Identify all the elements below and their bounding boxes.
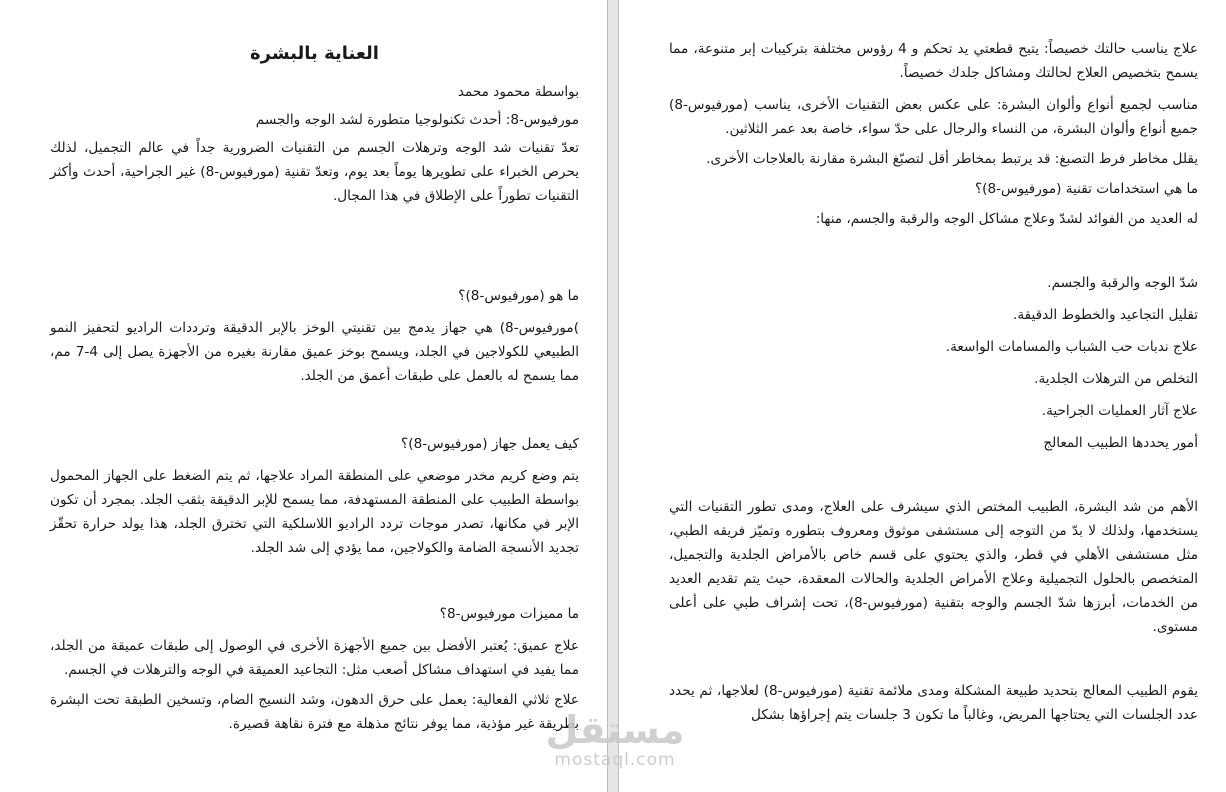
intro-paragraph: تعدّ تقنيات شد الوجه وترهلات الجسم من التقنيات الضرورية جداً في عالم التجميل، لذلك يحرص الخبراء على تطويرها يوماً بعد يوم، وتعدّ تقنية (مورفيوس-8) غير الجراحية، أحدث وأكثر التقنيات تطوراً على الإطلاق في هذا المجال. — [50, 140, 579, 204]
author-line: بواسطة محمود محمد — [457, 84, 579, 100]
page-gutter — [608, 0, 618, 792]
heading-uses: ما هي استخدامات تقنية (مورفيوس-8)؟ — [974, 181, 1198, 197]
heading-how-works: كيف يعمل جهاز (مورفيوس-8)؟ — [401, 436, 579, 452]
document-page-left — [0, 0, 608, 792]
paragraph-what-is: )مورفيوس-8) هي جهاز يدمج بين تقنيتي الوخز بالإبر الدقيقة وترددات الراديو لتحفيز النمو الطبيعي للكولاجين في الجلد، ويسمح بوخز عميق مقارنة بغيره من الأجهزة يصل إلى 4-7 مم، مما يسمح له بالعمل على طبقات أعمق من الجلد. — [50, 320, 579, 384]
document-title: العناية بالبشرة — [250, 43, 379, 64]
list-item: التخلص من الترهلات الجلدية. — [1034, 371, 1198, 387]
list-item: علاج ندبات حب الشباب والمسامات الواسعة. — [945, 339, 1198, 355]
feature-all-skin-types: مناسب لجميع أنواع وألوان البشرة: على عكس بعض التقنيات الأخرى، يناسب (مورفيوس-8) جميع أنواع وألوان البشرة، من النساء والرجال على حدّ سواء، خاصة بعد عمر الثلاثين. — [669, 97, 1198, 137]
feature-deep-treatment: علاج عميق: يُعتبر الأفضل بين جميع الأجهزة الأخرى في الوصول إلى طبقات عميقة من الجلد، مما يفيد في استهداف مشاكل أصعب مثل: التجاعيد العميقة في الوجه والترهلات في الجسم. — [50, 638, 579, 678]
subtitle: مورفيوس-8: أحدث تكنولوجيا متطورة لشد الوجه والجسم — [255, 112, 579, 128]
clinic-paragraph: الأهم من شد البشرة، الطبيب المختص الذي سيشرف على العلاج، ومدى تطور التقنيات التي يستخدمها، ولذلك لا بدّ من التوجه إلى مستشفى موثوق ومعروف بتطوره وتميّز فريقه الطبي، مثل مستشفى الأهلي في قطر، والذي يحتوي على قسم خاص بالأمراض الجلدية والتجميل، المتخصص بالحلول التجميلية وعلاج الأمراض الجلدية والحالات المعقدة، حيث يتم تقديم العديد من الخدمات، أبرزها شدّ الجسم والوجه بتقنية (مورفيوس-8)، تحت إشراف طبي على أعلى مستوى. — [669, 499, 1199, 635]
list-item: تقليل التجاعيد والخطوط الدقيقة. — [1013, 307, 1198, 323]
list-item: علاج آثار العمليات الجراحية. — [1041, 403, 1198, 419]
heading-what-is: ما هو (مورفيوس-8)؟ — [458, 288, 579, 304]
watermark-logo-arabic: مستقل — [545, 708, 685, 752]
feature-pigmentation: يقلل مخاطر فرط التصبغ: قد يرتبط بمخاطر أقل لتصبّغ البشرة مقارنة بالعلاجات الأخرى. — [706, 151, 1198, 167]
watermark-domain: mostaql.com — [554, 750, 676, 770]
list-item: أمور يحددها الطبيب المعالج — [1043, 435, 1198, 451]
list-item: شدّ الوجه والرقبة والجسم. — [1047, 275, 1198, 291]
paragraph-how-works: يتم وضع كريم مخدر موضعي على المنطقة المراد علاجها، ثم يتم الضغط على الجهاز المحمول بواسطة الطبيب على المنطقة المستهدفة، مما يسمح للإبر الدقيقة بثقب الجلد. بمجرد أن تكون الإبر في مكانها، تصدر موجات تردد الراديو اللاسلكية التي تخترق الجلد، هذا يولد حرارة تحقّز تجديد الأنسجة الضامة والكولاجين، مما يؤدي إلى شد الجلد. — [50, 468, 579, 556]
feature-custom-treatment: علاج يناسب حالتك خصيصاً: يتيح قطعتي يد تحكم و 4 رؤوس مختلفة بتركيبات إبر متنوعة، مما يسمح بتخصيص العلاج لحالتك ومشاكل جلدك خصيصاً. — [669, 41, 1198, 81]
uses-intro: له العديد من الفوائد لشدّ وعلاج مشاكل الوجه والرقبة والجسم، منها: — [815, 211, 1198, 227]
document-page-right — [618, 0, 1226, 792]
sessions-paragraph: يقوم الطبيب المعالج بتحديد طبيعة المشكلة ومدى ملائمة تقنية (مورفيوس-8) لعلاجها، ثم يحدد عدد الجلسات التي يحتاجها المريض، وغالباً ما تكون 3 جلسات يتم إجراؤها بشكل — [669, 683, 1198, 723]
feature-triple-effect: علاج ثلاثي الفعالية: يعمل على حرق الدهون، وشد النسيج الضام، وتسخين الطبقة تحت البشرة بطريقة غير مؤذية، مما يوفر نتائج مذهلة مع فترة نقاهة قصيرة. — [50, 692, 579, 732]
heading-features: ما مميزات مورفيوس-8؟ — [439, 606, 579, 622]
uses-list — [669, 271, 1198, 455]
